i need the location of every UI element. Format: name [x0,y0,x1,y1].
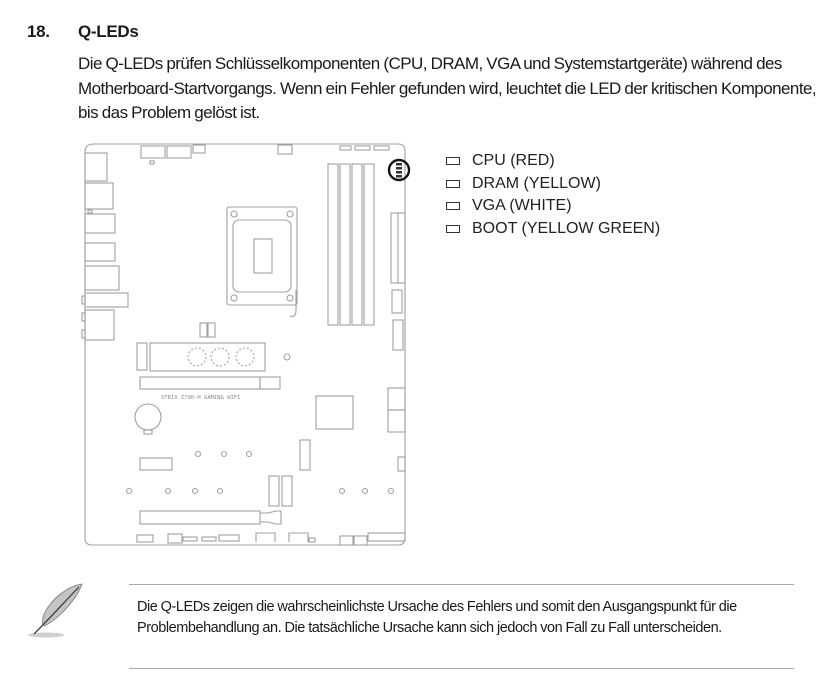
feather-pen-icon [24,578,86,640]
section-number: 18. [27,22,50,41]
led-icon [446,180,460,188]
section-intro: Die Q-LEDs prüfen Schlüsselkomponenten (CPU, DRAM, VGA und Systemstartgeräte) während des Motherboard-Startvorgangs. Wenn ein Fehler gefunden wird, leuchtet die LED der kritischen Komponente, bis das Problem gelöst ist. [78,54,817,122]
legend-item-boot: BOOT (YELLOW GREEN) [446,218,660,241]
note-top-rule [129,584,794,585]
board-outline [85,144,405,545]
note-bottom-rule [129,668,794,669]
led-icon [446,157,460,165]
board-model-label: STRIX Z790-H GAMING WIFI [161,395,241,401]
legend-item-cpu: CPU (RED) [446,150,660,173]
qled-legend [446,150,660,240]
led-icon [446,202,460,210]
note-text: Die Q-LEDs zeigen die wahrscheinlichste Ursache des Fehlers und somit den Ausgangspunkt für die Problembehandlung an. Die tatsächliche Ursache kann sich jedoch von Fall zu Fall unterscheiden. [137,599,737,636]
legend-item-dram: DRAM (YELLOW) [446,173,660,196]
led-icon [446,225,460,233]
section-title: Q-LEDs [78,22,139,41]
qled-highlight [389,160,409,180]
legend-item-vga: VGA (WHITE) [446,195,660,218]
